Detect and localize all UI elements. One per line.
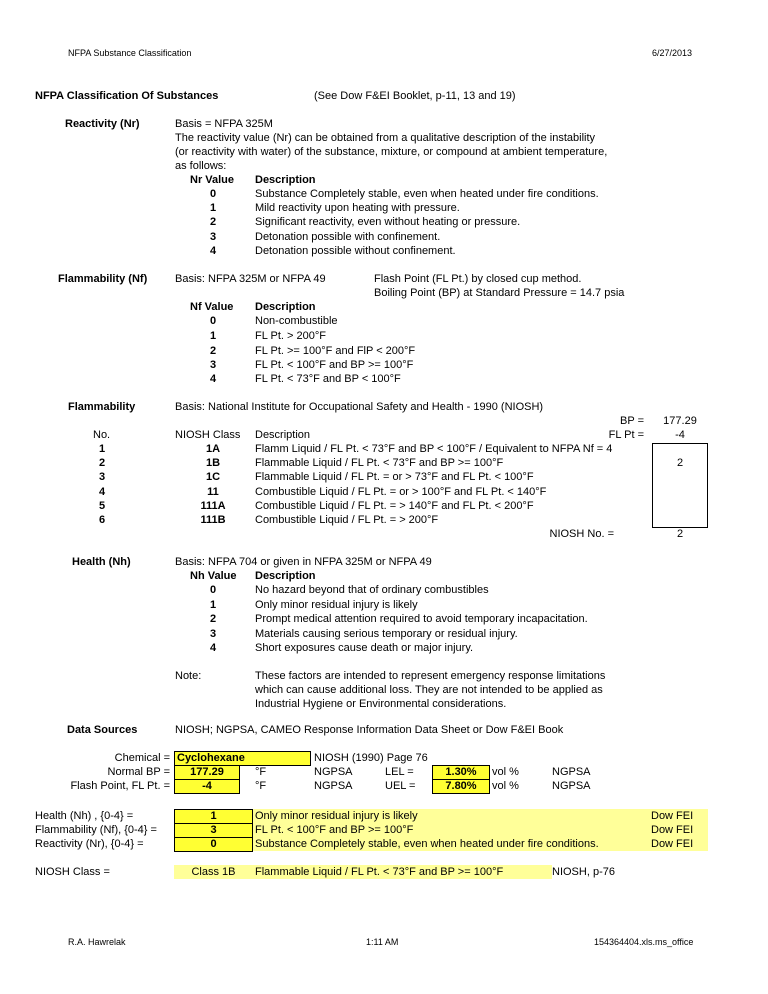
chemical-label: Chemical = (114, 752, 170, 764)
chemical-input[interactable]: Cyclohexane (174, 751, 311, 766)
niosh-result-value: 2 (676, 457, 684, 469)
footer-filename: 154364404.xls.ms_office (594, 937, 694, 947)
flammability-result-description: FL Pt. < 100°F and BP >= 100°F (255, 824, 414, 836)
reactivity-description: Significant reactivity, even without heating or pressure. (255, 216, 521, 228)
niosh-class-description: Flamm Liquid / FL Pt. < 73°F and BP < 100°F / Equivalent to NFPA Nf = 4 (255, 443, 613, 455)
footer-author: R.A. Hawrelak (68, 937, 126, 947)
niosh-row-number: 4 (98, 486, 106, 498)
document-title: NFPA Classification Of Substances (35, 90, 219, 102)
lel-input[interactable]: 1.30% (432, 765, 490, 780)
niosh-class-code: 111B (200, 514, 226, 526)
niosh-class-code: 1B (205, 457, 221, 469)
health-basis: Basis: NFPA 704 or given in NFPA 325M or NFPA 49 (175, 556, 432, 568)
niosh-row-number: 5 (98, 500, 106, 512)
health-result-value: 1 (174, 809, 253, 824)
data-sources-text: NIOSH; NGPSA, CAMEO Response Information Data Sheet or Dow F&EI Book (175, 724, 564, 736)
niosh-row-number: 6 (98, 514, 106, 526)
flammability-result-source: Dow FEI (651, 824, 694, 836)
nf-description: FL Pt. >= 100°F and FlP < 200°F (255, 345, 416, 357)
niosh-class-description: Combustible Liquid / FL Pt. = or > 100°F and FL Pt. < 140°F (255, 486, 547, 498)
niosh-col-no: No. (93, 429, 111, 441)
reactivity-col-desc: Description (255, 174, 316, 186)
nh-description: No hazard beyond that of ordinary combustibles (255, 584, 489, 596)
nh-description: Prompt medical attention required to avoid temporary incapacitation. (255, 613, 588, 625)
niosh-result-box (652, 443, 708, 528)
lel-label: LEL = (385, 766, 414, 778)
niosh-bp-value: 177.29 (663, 415, 697, 427)
reactivity-value: 1 (209, 202, 217, 214)
niosh-class-code: 1C (205, 471, 221, 483)
normal-bp-input[interactable]: 177.29 (174, 765, 240, 780)
data-sources-label: Data Sources (67, 724, 138, 736)
boiling-point-pressure-note: Boiling Point (BP) at Standard Pressure = 14.7 psia (374, 287, 625, 299)
niosh-class-description: Flammable Liquid / FL Pt. < 73°F and BP >= 100°F (255, 457, 504, 469)
niosh-row-number: 3 (98, 471, 106, 483)
page-header-left: NFPA Substance Classification (68, 48, 192, 58)
niosh-class-label: NIOSH Class = (35, 866, 110, 878)
reactivity-value: 4 (209, 245, 217, 257)
uel-source: NGPSA (552, 780, 591, 792)
normal-bp-unit: °F (255, 766, 267, 778)
lel-source: NGPSA (552, 766, 591, 778)
nh-value: 0 (209, 584, 217, 596)
lel-unit: vol % (492, 766, 519, 778)
reactivity-description: Substance Completely stable, even when heated under fire conditions. (255, 188, 599, 200)
health-result-label: Health (Nh) , {0-4} = (35, 810, 134, 822)
flash-point-method-note: Flash Point (FL Pt.) by closed cup method. (374, 273, 582, 285)
uel-label: UEL = (385, 780, 416, 792)
nh-value: 1 (209, 599, 217, 611)
health-col-value: Nh Value (190, 570, 237, 582)
nf-description: FL Pt. < 100°F and BP >= 100°F (255, 359, 414, 371)
niosh-class-code: 111A (200, 500, 226, 512)
nh-description: Only minor residual injury is likely (255, 599, 418, 611)
niosh-section-label: Flammability (68, 401, 136, 413)
reactivity-desc-line3: as follows: (175, 160, 227, 172)
niosh-col-class: NIOSH Class (175, 429, 241, 441)
niosh-number-label: NIOSH No. = (549, 528, 614, 540)
nf-value: 0 (209, 315, 217, 327)
health-note-line1: These factors are intended to represent emergency response limitations (255, 670, 606, 682)
niosh-class-code: 1A (205, 443, 221, 455)
nf-value: 4 (209, 373, 217, 385)
reactivity-description: Detonation possible with confinement. (255, 231, 441, 243)
reactivity-value: 2 (209, 216, 217, 228)
niosh-class-description: Combustible Liquid / FL Pt. = > 200°F (255, 514, 439, 526)
document-reference: (See Dow F&EI Booklet, p-11, 13 and 19) (314, 90, 516, 102)
health-note-line2: which can cause additional loss. They are not intended to be applied as (255, 684, 603, 696)
reactivity-result-description: Substance Completely stable, even when heated under fire conditions. (255, 838, 599, 850)
reactivity-desc-line2: (or reactivity with water) of the substance, mixture, or compound at ambient temperature, (175, 146, 608, 158)
nf-value: 3 (209, 359, 217, 371)
reactivity-value: 0 (209, 188, 217, 200)
nh-value: 4 (209, 642, 217, 654)
niosh-class-source: NIOSH, p-76 (552, 866, 615, 878)
niosh-class-code: 11 (207, 486, 219, 498)
niosh-col-desc: Description (255, 429, 311, 441)
uel-unit: vol % (492, 780, 519, 792)
nf-value: 1 (209, 330, 217, 342)
nf-description: FL Pt. > 200°F (255, 330, 326, 342)
reactivity-col-value: Nr Value (190, 174, 235, 186)
niosh-row-number: 2 (98, 457, 106, 469)
niosh-basis: Basis: National Institute for Occupational Safety and Health - 1990 (NIOSH) (175, 401, 544, 413)
reactivity-value: 3 (209, 231, 217, 243)
footer-time: 1:11 AM (366, 937, 399, 947)
niosh-bp-label: BP = (620, 415, 644, 427)
flammability-nf-col-desc: Description (255, 301, 316, 313)
nh-description: Materials causing serious temporary or residual injury. (255, 628, 518, 640)
reactivity-basis: Basis = NFPA 325M (175, 118, 273, 130)
niosh-flpt-value: -4 (675, 429, 685, 441)
niosh-row-number: 1 (98, 443, 106, 455)
niosh-class-value: Class 1B (191, 866, 236, 878)
reactivity-result-label: Reactivity (Nr), {0-4} = (35, 838, 144, 850)
health-result-description: Only minor residual injury is likely (255, 810, 418, 822)
page-header-date: 6/27/2013 (652, 48, 693, 58)
reactivity-desc-line1: The reactivity value (Nr) can be obtained from a qualitative description of the instability (175, 132, 596, 144)
reactivity-description: Mild reactivity upon heating with pressure. (255, 202, 460, 214)
uel-input[interactable]: 7.80% (432, 779, 490, 794)
niosh-class-description: Flammable Liquid / FL Pt. = or > 73°F and FL Pt. < 100°F (255, 471, 534, 483)
health-result-source: Dow FEI (651, 810, 694, 822)
flammability-result-value: 3 (174, 823, 253, 838)
nh-value: 2 (209, 613, 217, 625)
flammability-nf-col-value: Nf Value (190, 301, 234, 313)
flammability-nf-basis: Basis: NFPA 325M or NFPA 49 (175, 273, 326, 285)
flash-point-input[interactable]: -4 (174, 779, 240, 794)
normal-bp-label: Normal BP = (107, 766, 170, 778)
reactivity-section-label: Reactivity (Nr) (65, 118, 140, 130)
nh-description: Short exposures cause death or major injury. (255, 642, 474, 654)
niosh-number-value: 2 (676, 528, 684, 540)
normal-bp-source: NGPSA (314, 766, 353, 778)
nf-description: Non-combustible (255, 315, 338, 327)
flammability-nf-section-label: Flammability (Nf) (58, 273, 148, 285)
chemical-reference: NIOSH (1990) Page 76 (314, 752, 428, 764)
flash-point-unit: °F (255, 780, 267, 792)
reactivity-result-source: Dow FEI (651, 838, 694, 850)
niosh-flpt-label: FL Pt = (608, 429, 644, 441)
flammability-result-label: Flammability (Nf), {0-4} = (35, 824, 157, 836)
health-col-desc: Description (255, 570, 316, 582)
health-note-line3: Industrial Hygiene or Environmental considerations. (255, 698, 507, 710)
nh-value: 3 (209, 628, 217, 640)
nf-value: 2 (209, 345, 217, 357)
health-section-label: Health (Nh) (72, 556, 131, 568)
flash-point-source: NGPSA (314, 780, 353, 792)
flash-point-label: Flash Point, FL Pt. = (70, 780, 170, 792)
niosh-class-description: Combustible Liquid / FL Pt. = > 140°F and FL Pt. < 200°F (255, 500, 534, 512)
reactivity-description: Detonation possible without confinement. (255, 245, 456, 257)
reactivity-result-value: 0 (174, 837, 253, 852)
niosh-class-description: Flammable Liquid / FL Pt. < 73°F and BP >= 100°F (255, 866, 504, 878)
health-note-label: Note: (175, 670, 202, 682)
nf-description: FL Pt. < 73°F and BP < 100°F (255, 373, 401, 385)
